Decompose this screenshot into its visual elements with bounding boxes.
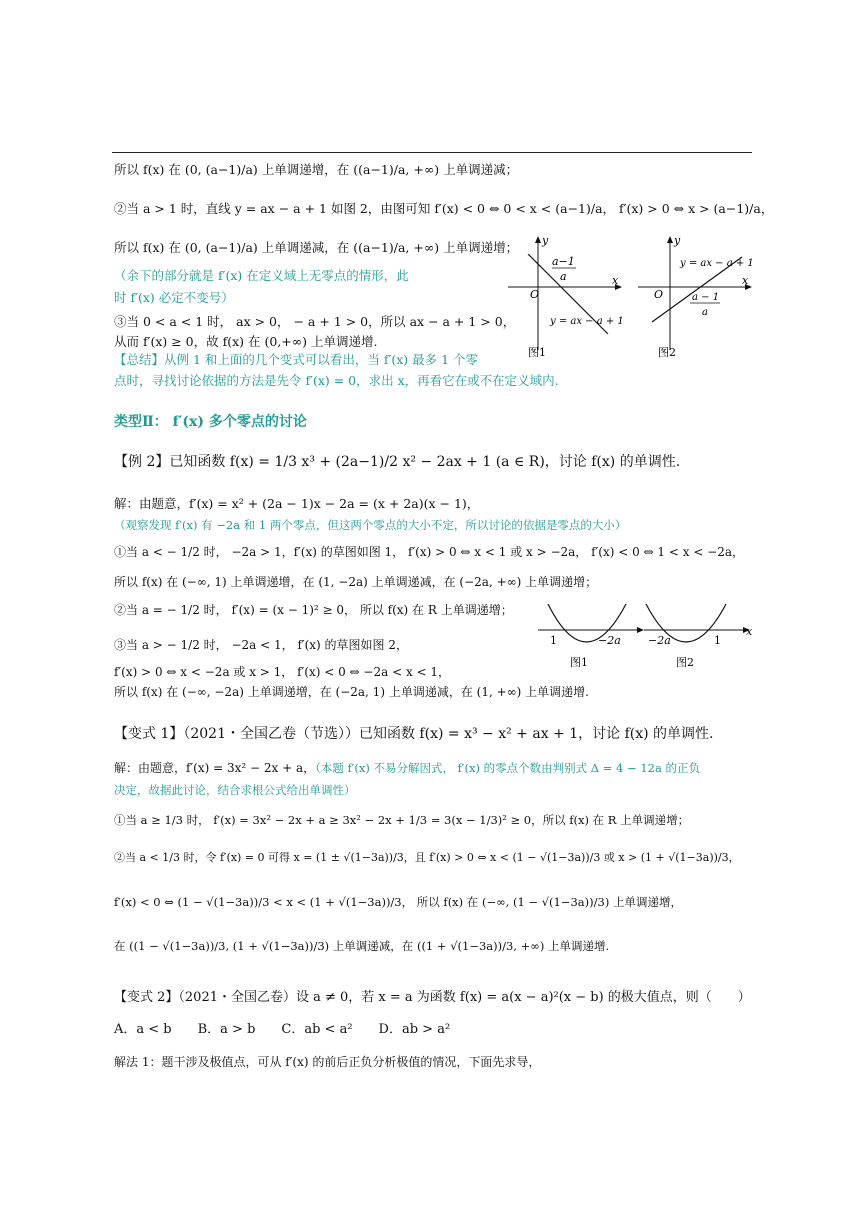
root-label: −2a xyxy=(648,634,671,647)
text-line: 所以 f(x) 在 (0, (a−1)/a) 上单调递增，在 ((a−1)/a, +∞) 上单调递减； xyxy=(114,162,519,177)
summary-line: 【总结】从例 1 和上面的几个变式可以看出，当 f′(x) 最多 1 个零 xyxy=(114,352,479,367)
frac-num: a−1 xyxy=(552,255,575,268)
header-rule xyxy=(112,152,752,153)
text-line: 从而 f′(x) ≥ 0，故 f(x) 在 (0,+∞) 上单调递增. xyxy=(114,334,378,349)
solution-line: 解：由题意，f′(x) = x² + (2a − 1)x − 2a = (x + 2a)(x − 1)， xyxy=(114,496,480,511)
text-line: 所以 f(x) 在 (0, (a−1)/a) 上单调递减，在 ((a−1)/a, +∞) 上单调递增； xyxy=(114,240,519,255)
frac-den: a xyxy=(560,270,567,283)
x-axis-label: x xyxy=(746,625,753,638)
case-line: ②当 a = − 1/2 时， f′(x) = (x − 1)² ≥ 0， 所以 f(x) 在 R 上单调递增； xyxy=(114,603,513,617)
text-line: ③当 0 < a < 1 时， ax > 0， − a + 1 > 0，所以 ax − a + 1 > 0， xyxy=(114,314,516,329)
origin-label: O xyxy=(654,288,664,301)
line-graph-2 xyxy=(630,232,755,362)
figure-caption: 图1 xyxy=(570,656,588,669)
root-label: −2a xyxy=(598,634,621,647)
note-line: （观察发现 f′(x) 有 −2a 和 1 两个零点，但这两个零点的大小不定，所以讨论的依据是零点的大小） xyxy=(114,518,627,532)
case-line: ①当 a < − 1/2 时， −2a > 1，f′(x) 的草图如图 1， f′(x) > 0 ⇔ x < 1 或 x > −2a， f′(x) < 0 ⇔ 1 < x < −2a， xyxy=(114,545,745,559)
parabola-graph-2 xyxy=(642,600,754,672)
note-line: （余下的部分就是 f′(x) 在定义域上无零点的情形，此 xyxy=(114,268,409,283)
root-label: 1 xyxy=(714,634,721,647)
x-axis-label: x xyxy=(742,274,749,287)
frac-den: a xyxy=(702,307,708,318)
case-line: f′(x) < 0 ⇔ (1 − √(1−3a))/3 < x < (1 + √(1−3a))/3， 所以 f(x) 在 (−∞, (1 − √(1−3a))/3) 上单调递增， xyxy=(114,895,682,909)
case-line: 所以 f(x) 在 (−∞, −2a) 上单调递增，在 (−2a, 1) 上单调递减，在 (1, +∞) 上单调递增. xyxy=(114,685,589,699)
frac-num: a − 1 xyxy=(692,292,720,303)
case-line: 在 ((1 − √(1−3a))/3, (1 + √(1−3a))/3) 上单调递减，在 ((1 + √(1−3a))/3, +∞) 上单调递增. xyxy=(114,939,610,953)
figure-caption: 图2 xyxy=(676,656,694,669)
answer-options: A．a < b B．a > b C．ab < a² D．ab > a² xyxy=(114,1022,451,1037)
figure-caption: 图2 xyxy=(658,346,676,359)
line-label: y = ax − a + 1 xyxy=(680,258,754,269)
text-line: ②当 a > 1 时，直线 y = ax − a + 1 如图 2，由图可知 f′(x) < 0 ⇔ 0 < x < (a−1)/a， f′(x) > 0 ⇔ x > (a−1)/a， xyxy=(114,201,774,216)
line-graph-1 xyxy=(500,232,625,362)
solution-text: 解：由题意，f′(x) = 3x² − 2x + a， xyxy=(114,761,316,775)
case-line: ②当 a < 1/3 时，令 f′(x) = 0 可得 x = (1 ± √(1−3a))/3，且 f′(x) > 0 ⇔ x < (1 − √(1−3a))/3 或 x > (1 + √(1−3a))/3， xyxy=(114,851,740,864)
note-line: 决定，故据此讨论，结合求根公式给出单调性） xyxy=(114,783,356,797)
case-line: ①当 a ≥ 1/3 时， f′(x) = 3x² − 2x + a ≥ 3x² − 2x + 1/3 = 3(x − 1/3)² ≥ 0，所以 f(x) 在 R 上单调递增； xyxy=(114,813,690,827)
note-line: 时 f′(x) 必定不变号） xyxy=(114,290,234,305)
summary-line: 点时，寻找讨论依据的方法是先令 f′(x) = 0，求出 x，再看它在或不在定义域内. xyxy=(114,373,559,388)
note-text: （本题 f′(x) 不易分解因式， f′(x) 的零点个数由判别式 Δ = 4 − 12a 的正负 xyxy=(315,761,700,775)
case-line: f′(x) > 0 ⇔ x < −2a 或 x > 1， f′(x) < 0 ⇔ −2a < x < 1， xyxy=(114,665,451,679)
variant-title: 【变式 2】（2021・全国乙卷）设 a ≠ 0，若 x = a 为函数 f(x) = a(x − a)²(x − b) 的极大值点，则（ ） xyxy=(114,990,751,1005)
variant-title: 【变式 1】（2021・全国乙卷（节选））已知函数 f(x) = x³ − x² + ax + 1，讨论 f(x) 的单调性. xyxy=(114,726,714,742)
parabola-graph-1 xyxy=(536,600,646,672)
section-heading: 类型Ⅱ： f′(x) 多个零点的讨论 xyxy=(114,414,307,430)
case-line: 所以 f(x) 在 (−∞, 1) 上单调递增，在 (1, −2a) 上单调递减，在 (−2a, +∞) 上单调递增； xyxy=(114,575,598,589)
example-title: 【例 2】已知函数 f(x) = 1/3 x³ + (2a−1)/2 x² − 2ax + 1 (a ∈ R)，讨论 f(x) 的单调性. xyxy=(114,454,681,470)
y-axis-label: y xyxy=(542,234,549,247)
figure-caption: 图1 xyxy=(528,346,546,359)
line-label: y = ax − a + 1 xyxy=(550,316,624,327)
root-label: 1 xyxy=(550,634,557,647)
y-axis-label: y xyxy=(674,234,681,247)
solution-line xyxy=(114,760,700,776)
origin-label: O xyxy=(530,288,540,301)
x-axis-label: x xyxy=(612,274,619,287)
case-line: ③当 a > − 1/2 时， −2a < 1， f′(x) 的草图如图 2， xyxy=(114,638,409,652)
solution-line: 解法 1：题干涉及极值点，可从 f′(x) 的前后正负分析极值的情况，下面先求导， xyxy=(114,1055,541,1069)
